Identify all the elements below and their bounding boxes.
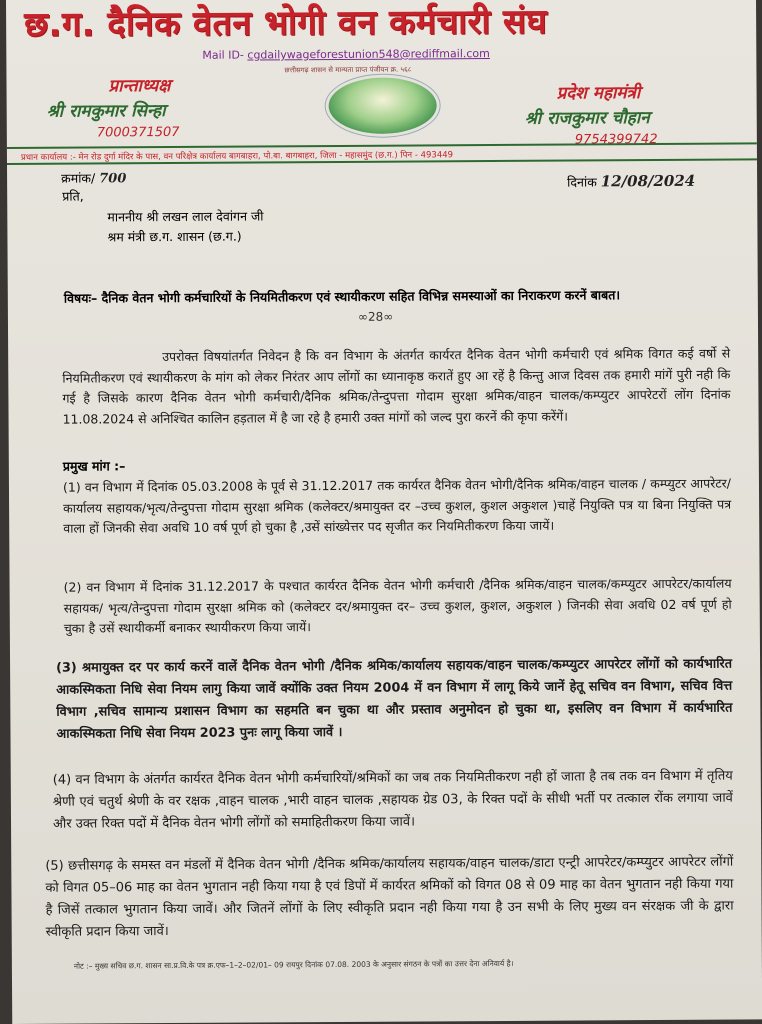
- office-address: प्रधान कार्यालय :- मेन रोड दुर्गा मंदिर के पास, वन परिक्षेत्र कार्यालय बागबाहरा, पो.बा. बागबाहरा, जिला - महासमुंद (छ.ग.) पिन - 493449: [7, 142, 757, 165]
- demands-heading: प्रमुख मांग :–: [62, 458, 126, 474]
- secretary-phone: 9754399742: [574, 132, 658, 148]
- date-label: दिनांक: [567, 174, 597, 190]
- letter-page: [6, 0, 762, 1024]
- date-value: 12/08/2024: [600, 171, 696, 191]
- president-phone: 7000371507: [96, 124, 180, 141]
- recipient-designation: श्रम मंत्री छ.ग. शासन (छ.ग.): [107, 228, 242, 245]
- prati: प्रति,: [62, 188, 84, 204]
- recipient-name: माननीय श्री लखन लाल देवांगन जी: [107, 208, 264, 225]
- secretary-role: प्रदेश महामंत्री: [556, 83, 641, 104]
- president-role: प्रान्ताध्यक्ष: [108, 75, 171, 97]
- mail-label: Mail ID-: [202, 48, 248, 62]
- subject: [64, 286, 620, 306]
- reference-label: क्रमांक/: [61, 170, 96, 186]
- secretary-name: श्री राजकुमार चौहान: [524, 108, 650, 129]
- letter-date: [567, 172, 695, 191]
- president-block: [46, 72, 256, 140]
- mail-address: cgdailywageforestunion548@rediffmail.com: [247, 47, 490, 62]
- footnote: नोट :– मुख्य सचिव छ.ग. शासन सा.प्र.वि.के पत्र क्र.एफ–1–2–02/01– 09 रायपुर दिनांक 07.08. 2003 के अनुसार संगठन के पत्रों का उत्तर देना अनिवार्य है।: [73, 958, 514, 971]
- demand-item: (2) वन विभाग में दिनांक 31.12.2017 के पश्चात कार्यरत दैनिक वेतन भोगी कर्मचारी /दैनिक श्रमिक/वाहन चालक/कम्प्युटर आपरेटर/कार्यालय सहायक/ भृत्य/तेन्दुपत्ता गोदाम सुरक्षा श्रमिक को (कलेक्टर दर/श्रमायुक्त दर– उच्च कुशल, कुशल, अकुशल ) जिनकी सेवा अवधि 02 वर्ष पूर्ण हो चुका है उसें स्थायीकर्मी बनाकर स्थायीकरण किया जायें।: [63, 575, 732, 636]
- intro-paragraph: उपरोक्त विषयांतर्गत निवेदन है कि वन विभाग के अंतर्गत कार्यरत दैनिक वेतन भोगी कर्मचारी एवं श्रमिक विगत कई वर्षो से नियमितीकरण एवं स्थायीकरण के मांग को लेकर निरंतर आप लोंगों का ध्यानाकृष्ठ करातें हुए आ रहें है किन्तु आज दिवस तक हमारी मांगें पुरी नही कि गई है जिसके कारण दैनिक वेतन भोगी कर्मचारी/दैनिक श्रमिक/तेन्दुपत्ता गोदाम सुरक्षा श्रमिक/वाहन चालक/कम्प्युटर आपरेटरों लोंग दिनांक 11.08.2024 से अनिश्चित कालिन हड़ताल में है जा रहे है हमारी उक्त मांगों को जल्द पुरा करनें की कृपा करेंगें।: [62, 345, 731, 427]
- subject-mark: ∞28∞: [357, 309, 394, 324]
- subject-label: विषयः–: [63, 290, 98, 306]
- demand-item: (4) वन विभाग के अंतर्गत कार्यरत दैनिक वेतन भोगी कर्मचारियों/श्रमिकों का जब तक नियमितीकरण नही हों जाता है तब तक वन विभाग में तृतिय श्रेणी एवं चतुर्थ श्रेणी के वर रक्षक ,वाहन चालक ,भारी वाहन चालक ,सहायक ग्रेड 03, के रिक्त पदों के सीधी भर्ती पर तत्काल रोंक लगाया जावें और उक्त रिक्त पदों में दैनिक वेतन भोगी लोंगों को समाहितीकरण किया जावें।: [52, 768, 733, 832]
- secretary-block: [525, 80, 725, 148]
- reference-value: 700: [99, 171, 127, 187]
- demand-item: (1) वन विभाग में दिनांक 05.03.2008 के पूर्व से 31.12.2017 तक कार्यरत दैनिक वेतन भोगी/दैनिक श्रमिक/वाहन चालक / कम्प्युटर आपरेटर/कार्यालय सहायक/भृत्य/तेन्दुपत्ता गोदाम सुरक्षा श्रमिक (कलेक्टर/श्रमायुक्त दर –उच्च कुशल, कुशल अकुशल )चाहें नियुक्ति पत्र या बिना नियुक्ति पत्र वाला हों जिनकी सेवा अवधि 10 वर्ष पूर्ण हो चुका है ,उसें सांख्येत्तर पद सृजीत कर नियमितीकरण किया जायें।: [62, 475, 732, 536]
- reference-number: [61, 169, 126, 186]
- subject-text: दैनिक वेतन भोगी कर्मचारियों के नियमितीकरण एवं स्थायीकरण सहित विभिन्न समस्याओं का निराकरण करनें बाबत।: [101, 287, 621, 306]
- registration-line: छत्तीसगढ़ शासन से मान्यता प्राप्त पंजीयन क्र. ५६८: [284, 65, 412, 75]
- mail-id: [202, 47, 490, 62]
- forest-emblem-logo: [328, 77, 436, 134]
- demand-item: (3) श्रमायुक्त दर पर कार्य करनें वालें दैनिक वेतन भोगी /दैनिक श्रमिक/कार्यालय सहायक/वाहन चालक/कम्प्युटर आपरेटर लोंगों को कार्यभारित आकस्मिकता निधि सेवा नियम लागु किया जावें क्योंकि उक्त नियम 2004 में वन विभाग में लागू किये जानें हेतू सचिव वन विभाग, सचिव वित्त विभाग ,सचिव सामान्य प्रशासन विभाग का सहमति बन चुका था और प्रस्ताव अनुमोदन हो चुका था, इसलिए वन विभाग में कार्यभारित आकस्मिकता निधि सेवा नियम 2023 पुनः लागू किया जावें ।: [56, 656, 733, 742]
- demand-item: (5) छत्तीसगढ़ के समस्त वन मंडलों में दैनिक वेतन भोगी /दैनिक श्रमिक/कार्यालय सहायक/वाहन चालक/डाटा एन्ट्री आपरेटर/कम्प्युटर आपरेटर लोंगों को विगत 05–06 माह का वेतन भुगतान नही किया गया है एवं डिपों में कार्यरत श्रमिकों को विगत 08 से 09 माह का वेतन भुगतान नही किया गया है जिसें तत्काल भुगतान किया जावें। और जितनें लोंगों के लिए स्वीकृति प्रदान नही किया गया है उन सभी के लिए मुख्य वन संरक्षक जी के द्वारा स्वीकृति प्रदान किया जावें।: [45, 854, 734, 940]
- president-name: श्री रामकुमार सिन्हा: [46, 101, 166, 122]
- union-title: छ.ग. दैनिक वेतन भोगी वन कर्मचारी संघ: [24, 1, 548, 45]
